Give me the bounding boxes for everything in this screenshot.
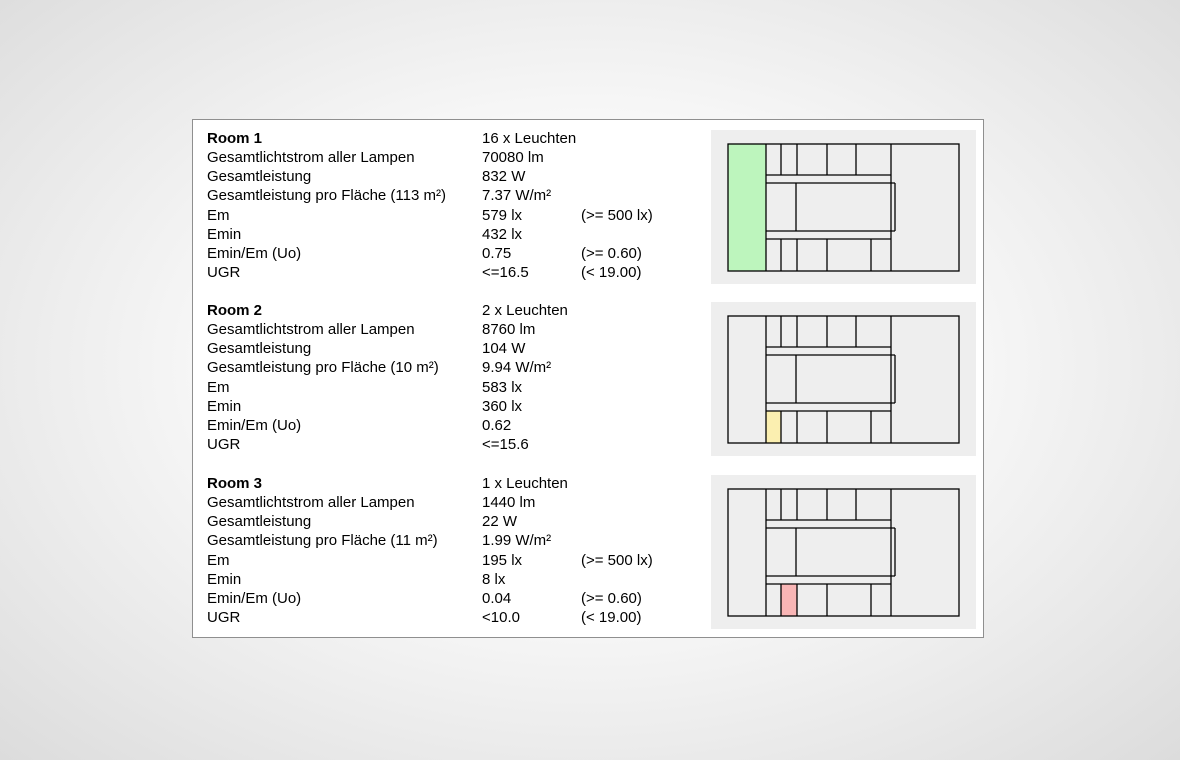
room-block-2: Room 2 2 x Leuchten Gesamtlichtstrom aller Lampen 8760 lm Gesamtleistung 104 W Gesamtleistung pro Fläche (10 m²) 9.94 W/m² Em 583 lx Emin 360 lx Emin/Em (Uo) 0.62 UGR <=15.6 <box>193 292 983 450</box>
floor-plan-thumbnail <box>711 475 976 629</box>
room-title: Room 1 <box>207 130 263 147</box>
floor-plan-thumbnail <box>711 302 976 456</box>
floor-plan-walls <box>728 489 959 616</box>
floor-plan-thumbnail <box>711 130 976 284</box>
floor-plan-walls <box>728 316 959 443</box>
room-highlight <box>728 144 766 271</box>
lighting-report-sheet <box>192 119 984 638</box>
room-highlight <box>781 584 797 616</box>
luminaire-count: 16 x Leuchten <box>482 130 577 147</box>
room-highlight <box>766 411 781 443</box>
room-block-3: Room 3 1 x Leuchten Gesamtlichtstrom aller Lampen 1440 lm Gesamtleistung 22 W Gesamtleistung pro Fläche (11 m²) 1.99 W/m² Em 195 lx (>= 500 lx) Emin 8 lx Emin/Em (Uo) 0.04 (>= 0.60) UGR <10.0 (< 19.00) <box>193 465 983 623</box>
luminaire-count: 1 x Leuchten <box>482 475 568 492</box>
room-title: Room 3 <box>207 475 263 492</box>
room-block-1: Room 1 16 x Leuchten Gesamtlichtstrom aller Lampen 70080 lm Gesamtleistung 832 W Gesamtleistung pro Fläche (113 m²) 7.37 W/m² Em 579 lx (>= 500 lx) Emin 432 lx Emin/Em (Uo) 0.75 (>= 0.60) UGR <=16.5 (< 19.00) <box>193 120 983 278</box>
room-title: Room 2 <box>207 302 263 319</box>
luminaire-count: 2 x Leuchten <box>482 302 568 319</box>
